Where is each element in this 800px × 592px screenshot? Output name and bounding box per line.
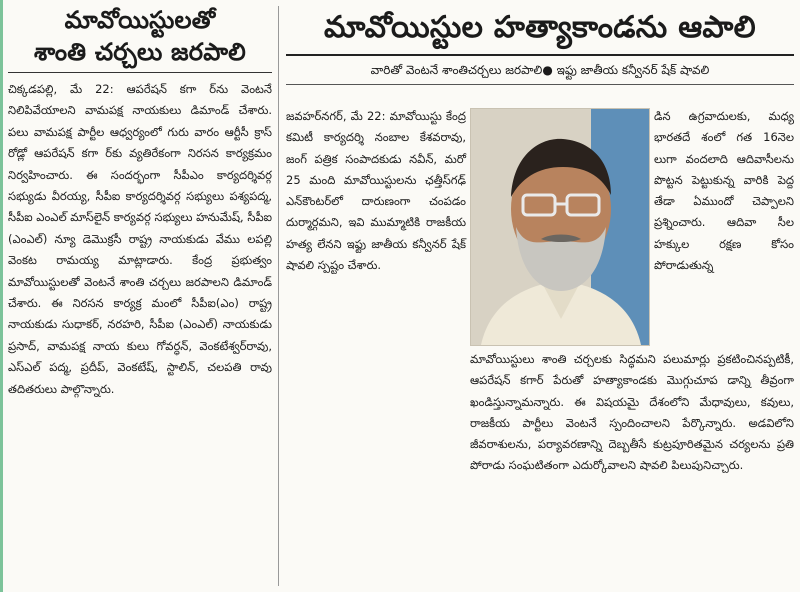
left-article bbox=[8, 6, 272, 590]
right-article-lower-text: మావోయిస్టులు శాంతి చర్చలకు సిద్ధమని పలుమార్లు ప్రకటించినప్పటికీ, ఆపరేషన్ కగార్ పేరుతో హత్యాకాండకు మొగ్గుచూప డాన్ని తీవ్రంగా ఖండిస్తున్నామన్నారు. ఈ విషయమై దేశంలోని మేధావులు, కవులు, రాజకీయ పార్టీలు వెంటనే స్పందించాలని పేర్కొన్నారు. అడవిలోని జీవరాశులను, పర్యావరణాన్ని దెబ్బతీసే కుట్రపూరితమైన చర్యలను ప్రతి పోరాడు సంఘటితంగా ఎదుర్కోవాలని షావలి పిలుపునిచ్చారు. bbox=[470, 352, 794, 473]
right-subheadline: వారితో వెంటనే శాంతిచర్చలు జరపాలి● ఇఫ్టు జాతీయ కన్వీనర్ షేక్ షావలి bbox=[286, 56, 794, 85]
portrait-photo bbox=[470, 108, 650, 346]
portrait-illustration bbox=[471, 109, 649, 345]
page-edge-bar bbox=[0, 0, 3, 592]
left-headline-rule bbox=[8, 72, 272, 73]
left-headline-line1: మావోయిస్టులతో bbox=[64, 6, 216, 34]
left-article-body: చిక్కడపల్లి, మే 22: ఆపరేషన్ కగా ర్‌ను వెంటనే నిలిపివేయాలని వామపక్ష నాయకులు డిమాండ్ చేశారు. పలు వామపక్ష పార్టీల ఆధ్వర్యంలో గురు వారం ఆర్టీసీ క్రాస్ రోడ్లో ఆపరేషన్ కగా ర్‌కు వ్యతిరేకంగా నిరసన కార్యక్రమం నిర్వహించారు. ఈ సందర్భంగా సీపీఎం కార్యదర్శివర్గ సభ్యుడు వీరయ్య, సీపీఐ కార్యదర్శివర్గ సభ్యులు పశ్యపద్మ, సీపీఐ ఎంఎల్ మాస్‌లైన్ కార్యవర్గ సభ్యులు హనుమేష్, సీపీఐ (ఎంఎల్) న్యూ డెమొక్రసీ రాష్ట్ర నాయకుడు వేము లపల్లి వెంకట రామయ్య మాట్లాడారు. కేంద్ర ప్రభుత్వం మావోయిస్టులతో వెంటనే శాంతి చర్చలు జరపాలని డిమాండ్ చేశారు. ఈ నిరసన కార్యక్ర మంలో సీపీఐ(ఎం) రాష్ట్ర నాయకుడు సుధాకర్, నరహరి, సీపీఐ (ఎంఎల్) నాయకుడు ప్రసాద్, వామపక్ష నాయ కులు గోవర్ధన్, వెంకటేశ్వర్‌రావు, ఎస్ఎల్ పద్మ, ప్రదీప్, వెంకటేష్, స్టాలిన్, చలపతి రావు తదితరులు పాల్గొన్నారు. bbox=[8, 82, 272, 396]
left-headline-line2: శాంతి చర్చలు జరపాలి bbox=[34, 38, 246, 66]
right-article-col1: జవహర్‌నగర్, మే 22: మావోయిస్టు కేంద్ర కమిటీ కార్యదర్శి నంబాల కేశవరావు, జంగ్ పత్రిక సంపాదకుడు నవీన్, మరో 25 మంది మావోయిస్టులను ఛత్తీస్‌గఢ్ ఎన్‌కౌంటర్‌లో దారుణంగా చంపడం దుర్మార్గమని, ఇవి ముమ్మాటికి రాజకీయ హత్య లేనని ఇఫ్టు జాతీయ కన్వీనర్ షేక్ షావలి స్పష్టం చేశారు. bbox=[286, 109, 466, 273]
right-article bbox=[286, 6, 794, 590]
right-headline: మావోయిస్టుల హత్యాకాండను ఆపాలి bbox=[324, 10, 756, 45]
right-article-col3: డిన ఉగ్రవాదులకు, మధ్య భారతదే శంలో గత 16నెల లుగా వందలాది ఆదివాసీలను పొట్టన పెట్టుకున్న వారికి పెద్ద తేడా ఏముందో చెప్పాలని ప్రశ్నించారు. ఆదివా సీల హక్కుల రక్షణ కోసం పోరాడుతున్న bbox=[654, 109, 794, 273]
column-divider bbox=[278, 6, 279, 586]
